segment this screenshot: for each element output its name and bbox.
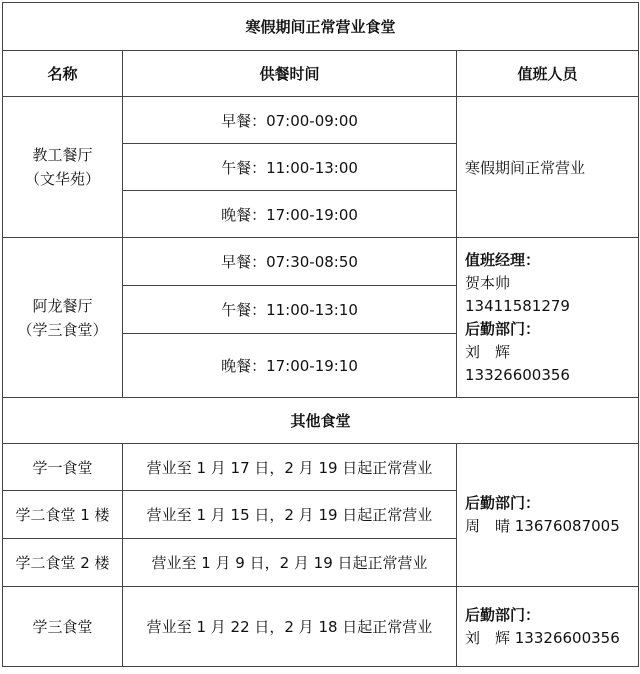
staff-along — [457, 238, 639, 398]
meal-breakfast: 早餐：07:00-09:00 — [123, 97, 457, 144]
canteen-xue1-name: 学一食堂 — [3, 444, 123, 491]
canteen-schedule-table — [2, 2, 639, 667]
meal-lunch: 午餐：11:00-13:10 — [123, 286, 457, 334]
meal-lunch: 午餐：11:00-13:00 — [123, 144, 457, 191]
staff-jiaogong: 寒假期间正常营业 — [457, 97, 639, 238]
canteen-xue3-name: 学三食堂 — [3, 587, 123, 667]
logistics-label: 后勤部门： — [465, 319, 541, 338]
logistics-name: 刘 辉 — [465, 342, 511, 361]
canteen-xue2-2f-hours: 营业至 1 月 9 日，2 月 19 日起正常营业 — [123, 539, 457, 587]
table-title: 寒假期间正常营业食堂 — [3, 3, 639, 51]
canteen-along-name: 阿龙餐厅 （学三食堂） — [3, 238, 123, 398]
meal-dinner: 晚餐：17:00-19:00 — [123, 191, 457, 238]
canteen-xue2-1f-name: 学二食堂 1 楼 — [3, 491, 123, 539]
staff-other-b — [457, 587, 639, 667]
canteen-xue3-hours: 营业至 1 月 22 日，2 月 18 日起正常营业 — [123, 587, 457, 667]
header-name: 名称 — [3, 51, 123, 97]
manager-label: 值班经理： — [465, 250, 541, 269]
logistics-contact: 刘 辉 13326600356 — [465, 628, 620, 647]
staff-other-a — [457, 444, 639, 587]
logistics-label: 后勤部门： — [465, 605, 541, 624]
logistics-label: 后勤部门： — [465, 494, 541, 512]
header-time: 供餐时间 — [123, 51, 457, 97]
logistics-contact: 周 晴 13676087005 — [465, 517, 620, 535]
manager-name: 贺本帅 — [465, 273, 511, 292]
meal-dinner: 晚餐：17:00-19:10 — [123, 334, 457, 398]
canteen-xue2-1f-hours: 营业至 1 月 15 日，2 月 19 日起正常营业 — [123, 491, 457, 539]
logistics-phone: 13326600356 — [465, 365, 570, 384]
section-other-title: 其他食堂 — [3, 398, 639, 444]
canteen-xue1-hours: 营业至 1 月 17 日，2 月 19 日起正常营业 — [123, 444, 457, 491]
canteen-xue2-2f-name: 学二食堂 2 楼 — [3, 539, 123, 587]
canteen-jiaogong-name: 教工餐厅 （文华苑） — [3, 97, 123, 238]
header-staff: 值班人员 — [457, 51, 639, 97]
meal-breakfast: 早餐：07:30-08:50 — [123, 238, 457, 286]
manager-phone: 13411581279 — [465, 296, 570, 315]
